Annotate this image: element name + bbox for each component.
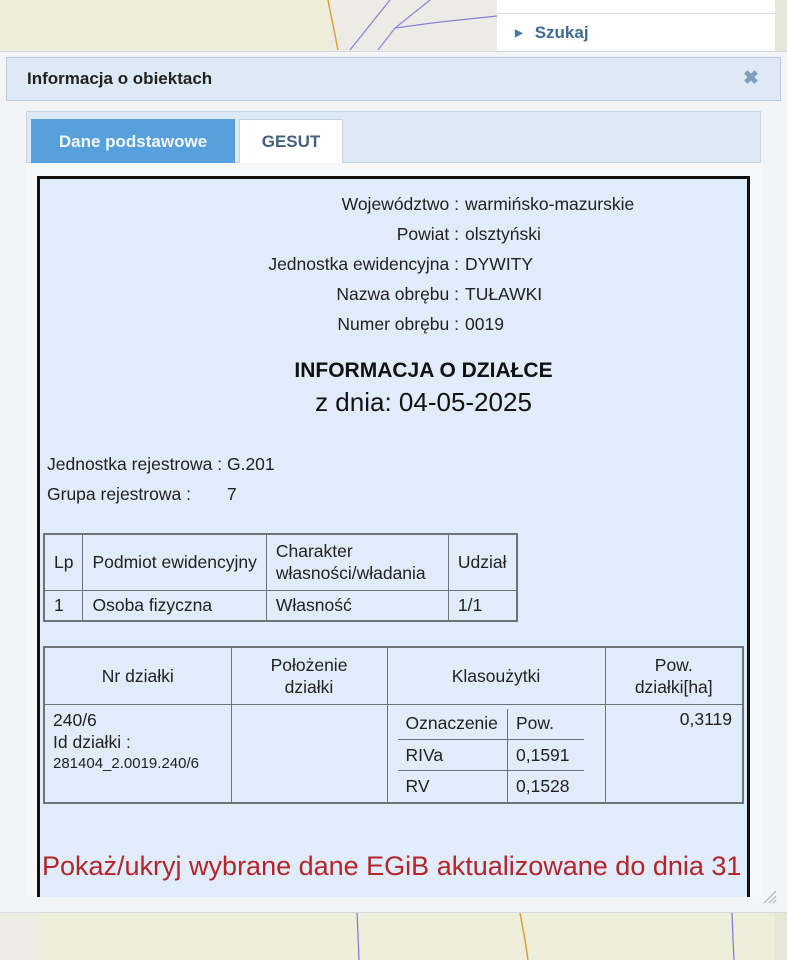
document-heading: INFORMACJA O DZIAŁCE (294, 359, 553, 382)
table-header-row: Nr działki Położenie działki Klasoużytki Pow. działki[ha] (44, 647, 743, 704)
table-row: RIVa 0,1591 (398, 740, 584, 771)
table-row: 1 Osoba fizyczna Własność 1/1 (44, 590, 517, 621)
owners-table (43, 533, 518, 622)
plot-number-cell: 240/6 Id działki : 281404_2.0019.240/6 (44, 704, 231, 803)
menu-item-search[interactable] (497, 14, 775, 52)
registry-info (47, 449, 275, 509)
registry-unit: Jednostka rejestrowa : G.201 (47, 453, 275, 474)
location-meta (40, 189, 747, 339)
triangle-right-icon: ▶ (515, 27, 523, 39)
plots-table (43, 646, 744, 804)
plot-area-cell: 0,3119 (605, 704, 743, 803)
menu-item-previous[interactable] (497, 0, 775, 14)
dialog-title: Informacja o obiektach (27, 69, 213, 88)
side-menu (497, 0, 775, 52)
table-row (44, 704, 743, 803)
tab-gesut[interactable]: GESUT (239, 119, 343, 164)
toggle-egib-data-link[interactable]: Pokaż/ukryj wybrane dane EGiB aktualizowane do dnia 31 (42, 851, 742, 881)
parcel-info-document (37, 176, 750, 897)
land-classes-cell (387, 704, 605, 803)
table-header-row: Lp Podmiot ewidencyjny Charakter własności/władania Udział (44, 534, 517, 590)
meta-row-precinct-number: Numer obrębu : 0019 (337, 313, 504, 334)
document-date: z dnia: 04-05-2025 (315, 387, 532, 417)
menu-item-label: Szukaj (534, 23, 589, 42)
resize-handle-icon[interactable] (761, 888, 777, 904)
registry-group: Grupa rejestrowa : 7 (47, 483, 237, 504)
meta-row-voivodeship: Województwo : warmińsko-mazurskie (341, 193, 635, 214)
meta-row-county: Powiat : olsztyński (396, 223, 541, 244)
meta-row-unit: Jednostka ewidencyjna : DYWITY (268, 253, 534, 274)
tabs-bar (26, 111, 761, 163)
close-icon[interactable]: ✖ (743, 68, 759, 89)
document-title (40, 359, 747, 418)
tab-content[interactable] (26, 163, 761, 897)
object-info-dialog (0, 51, 787, 913)
tab-dane-podstawowe[interactable]: Dane podstawowe (31, 119, 235, 164)
dialog-header[interactable] (6, 57, 781, 101)
meta-row-precinct-name: Nazwa obrębu : TUŁAWKI (336, 283, 543, 304)
plot-position-cell (231, 704, 387, 803)
land-classes-table: Oznaczenie Pow. RIVa 0,1591 RV 0,1528 (398, 709, 584, 802)
table-row: RV 0,1528 (398, 771, 584, 802)
